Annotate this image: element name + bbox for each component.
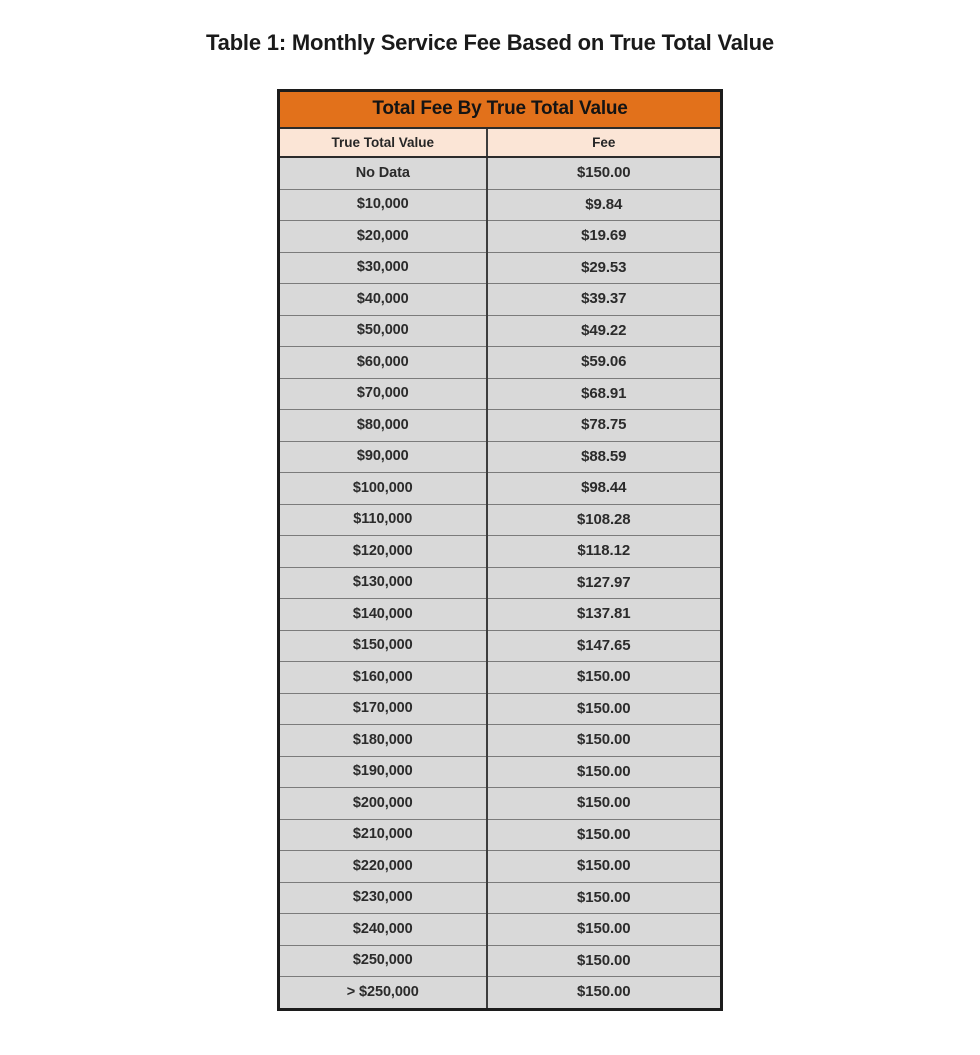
cell-fee: $108.28 bbox=[487, 504, 722, 536]
table-row bbox=[279, 473, 722, 505]
cell-fee: $39.37 bbox=[487, 284, 722, 316]
table-row bbox=[279, 788, 722, 820]
cell-true-total-value: $130,000 bbox=[279, 567, 487, 599]
column-header-true-total-value: True Total Value bbox=[279, 128, 487, 157]
cell-fee: $68.91 bbox=[487, 378, 722, 410]
table-row bbox=[279, 378, 722, 410]
cell-fee: $150.00 bbox=[487, 662, 722, 694]
cell-true-total-value: $190,000 bbox=[279, 756, 487, 788]
table-row bbox=[279, 157, 722, 189]
table-row bbox=[279, 819, 722, 851]
cell-true-total-value: $60,000 bbox=[279, 347, 487, 379]
cell-true-total-value: $250,000 bbox=[279, 945, 487, 977]
cell-fee: $9.84 bbox=[487, 189, 722, 221]
cell-true-total-value: $160,000 bbox=[279, 662, 487, 694]
table-row bbox=[279, 914, 722, 946]
cell-fee: $98.44 bbox=[487, 473, 722, 505]
fee-table-body bbox=[279, 157, 722, 1009]
cell-fee: $150.00 bbox=[487, 693, 722, 725]
cell-fee: $19.69 bbox=[487, 221, 722, 253]
cell-true-total-value: $70,000 bbox=[279, 378, 487, 410]
table-column-header-row bbox=[279, 128, 722, 157]
table-row bbox=[279, 252, 722, 284]
cell-true-total-value: $80,000 bbox=[279, 410, 487, 442]
cell-true-total-value: $40,000 bbox=[279, 284, 487, 316]
cell-true-total-value: > $250,000 bbox=[279, 977, 487, 1010]
cell-true-total-value: $200,000 bbox=[279, 788, 487, 820]
table-row bbox=[279, 630, 722, 662]
cell-fee: $150.00 bbox=[487, 819, 722, 851]
table-row bbox=[279, 441, 722, 473]
cell-true-total-value: $240,000 bbox=[279, 914, 487, 946]
cell-true-total-value: No Data bbox=[279, 157, 487, 189]
fee-table-container bbox=[277, 89, 720, 1011]
table-row bbox=[279, 851, 722, 883]
table-row bbox=[279, 693, 722, 725]
cell-fee: $78.75 bbox=[487, 410, 722, 442]
cell-fee: $150.00 bbox=[487, 945, 722, 977]
fee-table-head bbox=[279, 91, 722, 158]
cell-fee: $49.22 bbox=[487, 315, 722, 347]
cell-fee: $150.00 bbox=[487, 914, 722, 946]
cell-fee: $118.12 bbox=[487, 536, 722, 568]
cell-fee: $150.00 bbox=[487, 157, 722, 189]
cell-true-total-value: $210,000 bbox=[279, 819, 487, 851]
cell-true-total-value: $10,000 bbox=[279, 189, 487, 221]
cell-fee: $29.53 bbox=[487, 252, 722, 284]
table-row bbox=[279, 977, 722, 1010]
fee-table bbox=[277, 89, 723, 1011]
cell-true-total-value: $120,000 bbox=[279, 536, 487, 568]
cell-true-total-value: $230,000 bbox=[279, 882, 487, 914]
table-row bbox=[279, 567, 722, 599]
cell-true-total-value: $30,000 bbox=[279, 252, 487, 284]
table-row bbox=[279, 221, 722, 253]
cell-true-total-value: $150,000 bbox=[279, 630, 487, 662]
cell-true-total-value: $100,000 bbox=[279, 473, 487, 505]
table-row bbox=[279, 882, 722, 914]
cell-true-total-value: $50,000 bbox=[279, 315, 487, 347]
cell-fee: $88.59 bbox=[487, 441, 722, 473]
table-row bbox=[279, 662, 722, 694]
cell-fee: $150.00 bbox=[487, 756, 722, 788]
table-row bbox=[279, 945, 722, 977]
table-banner-title: Total Fee By True Total Value bbox=[279, 91, 722, 129]
cell-fee: $127.97 bbox=[487, 567, 722, 599]
cell-fee: $147.65 bbox=[487, 630, 722, 662]
column-header-fee: Fee bbox=[487, 128, 722, 157]
cell-fee: $150.00 bbox=[487, 977, 722, 1010]
cell-fee: $150.00 bbox=[487, 725, 722, 757]
cell-fee: $150.00 bbox=[487, 882, 722, 914]
cell-fee: $137.81 bbox=[487, 599, 722, 631]
cell-true-total-value: $20,000 bbox=[279, 221, 487, 253]
table-row bbox=[279, 504, 722, 536]
cell-true-total-value: $90,000 bbox=[279, 441, 487, 473]
table-row bbox=[279, 410, 722, 442]
page-title: Table 1: Monthly Service Fee Based on True Total Value bbox=[206, 30, 774, 55]
cell-fee: $150.00 bbox=[487, 788, 722, 820]
cell-true-total-value: $220,000 bbox=[279, 851, 487, 883]
table-row bbox=[279, 756, 722, 788]
table-row bbox=[279, 599, 722, 631]
cell-true-total-value: $170,000 bbox=[279, 693, 487, 725]
table-row bbox=[279, 189, 722, 221]
table-row bbox=[279, 347, 722, 379]
cell-true-total-value: $110,000 bbox=[279, 504, 487, 536]
table-row bbox=[279, 536, 722, 568]
cell-true-total-value: $180,000 bbox=[279, 725, 487, 757]
table-row bbox=[279, 284, 722, 316]
table-banner-row bbox=[279, 91, 722, 129]
cell-fee: $59.06 bbox=[487, 347, 722, 379]
table-row bbox=[279, 315, 722, 347]
cell-true-total-value: $140,000 bbox=[279, 599, 487, 631]
cell-fee: $150.00 bbox=[487, 851, 722, 883]
table-row bbox=[279, 725, 722, 757]
